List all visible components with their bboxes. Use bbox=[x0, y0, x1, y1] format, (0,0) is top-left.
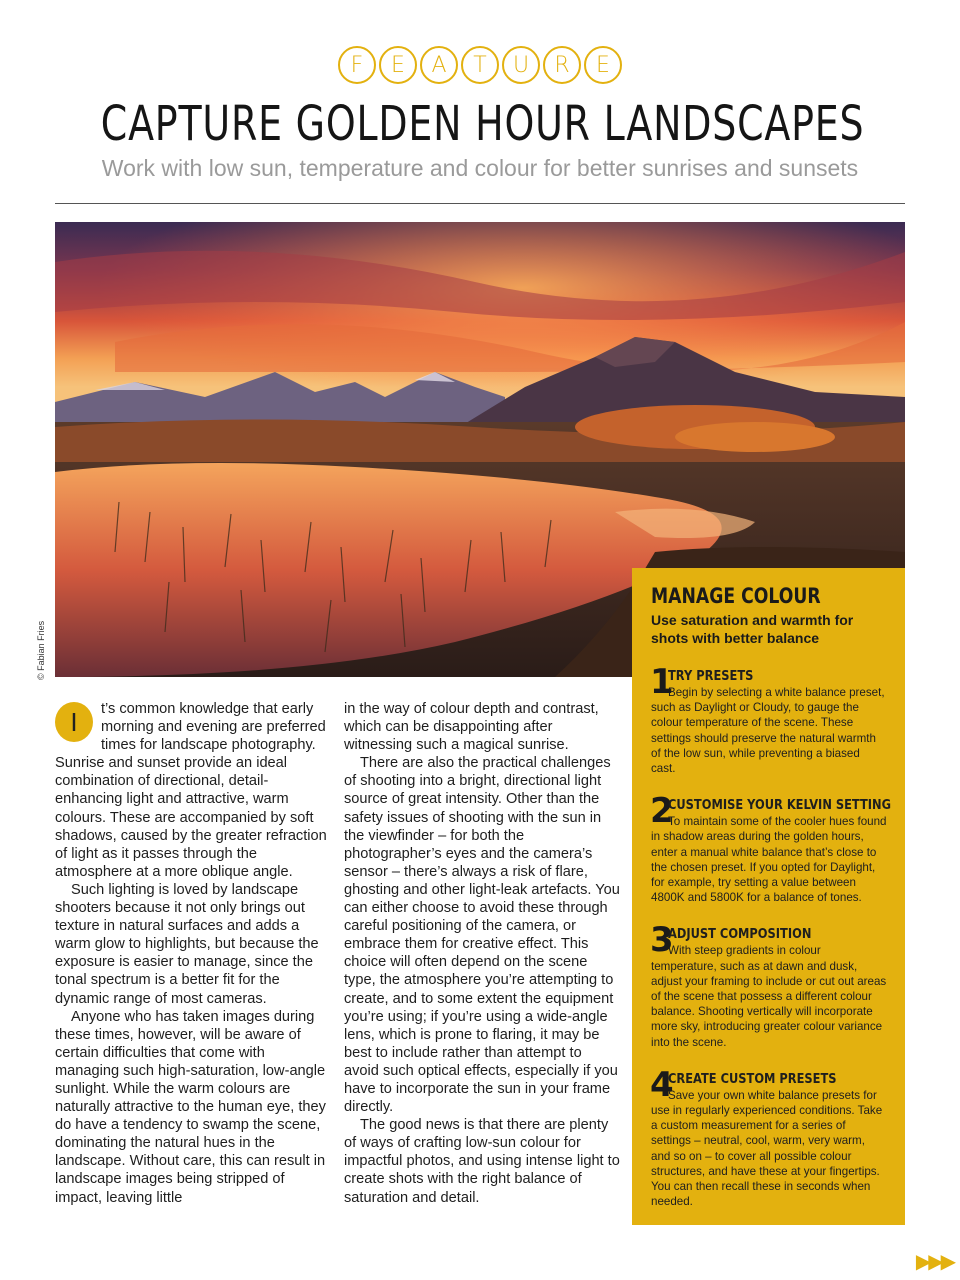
article-paragraph: Anyone who has taken images during these times, however, will be aware of certain difficulties that come with managing such high-saturation, low-angle sunlight. While the warm colours are naturally attractive to the human eye, they do have a tendency to swamp the scene, dominating the natural hues in the landscape. Without care, this can result in landscape images being stripped of impact, leaving little bbox=[55, 1008, 326, 1206]
section-letter: U bbox=[502, 46, 540, 84]
sidebar-title: MANAGE COLOUR bbox=[651, 584, 821, 608]
article-title: CAPTURE GOLDEN HOUR LANDSCAPES bbox=[100, 96, 865, 152]
step-text: Begin by selecting a white balance preset, such as Daylight or Cloudy, to gauge the colour temperature of the scene. These settings should preserve the natural warmth of the low sun, while preventing a biased cast. bbox=[651, 686, 885, 776]
section-letter: E bbox=[584, 46, 622, 84]
step-number: 3 bbox=[650, 920, 674, 961]
tip-step bbox=[650, 791, 892, 905]
article-paragraph: in the way of colour depth and contrast, which can be disappointing after witnessing such a magical sunrise. bbox=[344, 701, 599, 754]
photo-credit: © Fabian Fries bbox=[36, 620, 46, 680]
article-subtitle: Work with low sun, temperature and colour for better sunrises and sunsets bbox=[101, 155, 859, 181]
manage-colour-box bbox=[632, 568, 905, 1225]
article-column-1 bbox=[55, 700, 331, 1207]
step-text: Save your own white balance presets for use in regularly experienced conditions. Take a custom measurement for a series of settings – neutral, cool, warm, very warm, and so on – to cover all possible colour structures, and have these at your fingertips. You can then recall these in seconds when needed. bbox=[651, 1088, 883, 1209]
step-number: 2 bbox=[650, 791, 674, 832]
triple-chevron-right-icon[interactable]: ▶ ▶ ▶ bbox=[915, 1251, 956, 1273]
tip-step bbox=[650, 662, 887, 776]
section-letter: T bbox=[461, 46, 499, 84]
tip-step bbox=[650, 920, 887, 1049]
step-text: To maintain some of the cooler hues found in shadow areas during the golden hours, enter a manual white balance that’s close to the chosen preset. If you opted for Daylight, for example, try setting a value between 4800K and 5800K for a balance of tones. bbox=[651, 815, 887, 905]
header-divider bbox=[55, 203, 905, 204]
section-letter: R bbox=[543, 46, 581, 84]
step-title: ADJUST COMPOSITION bbox=[668, 927, 812, 943]
step-number: 4 bbox=[650, 1064, 674, 1105]
sidebar-subtitle: Use saturation and warmth for shots with better balance bbox=[651, 612, 854, 646]
section-letter: E bbox=[379, 46, 417, 84]
section-letter: F bbox=[338, 46, 376, 84]
step-title: CREATE CUSTOM PRESETS bbox=[668, 1071, 837, 1087]
article-paragraph: The good news is that there are plenty of ways of crafting low-sun colour for impactful photos, and using intense light to create shots with the right balance of saturation and detail. bbox=[344, 1117, 620, 1206]
step-title: CUSTOMISE YOUR KELVIN SETTING bbox=[668, 798, 892, 814]
section-label bbox=[0, 46, 960, 84]
article-paragraph: Such lighting is loved by landscape shooters because it not only brings out texture in natural surfaces and adds a warm glow to highlights, but because the exposure is easier to manage, since the tonal spectrum is a better fit for the dynamic range of most cameras. bbox=[55, 881, 319, 1007]
step-number: 1 bbox=[650, 662, 674, 702]
step-text: With steep gradients in colour temperature, such as at dawn and dusk, adjust your framing to include or cut out areas of the scene that possess a different colour balance. Shooting vertically will incorporate more sky, introducing greater colour variance into the scene. bbox=[651, 944, 887, 1049]
step-title: TRY PRESETS bbox=[668, 669, 754, 684]
section-letter: A bbox=[420, 46, 458, 84]
tip-step bbox=[650, 1064, 887, 1210]
article-paragraph: t’s common knowledge that early morning and evening are preferred times for landscape photography. Sunrise and sunset provide an ideal combination of directional, detail-enhancing light and attractive, warm colours. These are accompanied by soft shadows, caused by the greater refraction of light as it passes through the atmosphere at a more oblique angle. bbox=[55, 701, 327, 880]
article-paragraph: There are also the practical challenges of shooting into a bright, directional light source of great intensity. Other than the safety issues of shooting with the sun in the viewfinder – for both the photographer’s eyes and the camera’s sensor – there’s always a risk of flare, ghosting and other light-leak artefacts. You can either choose to avoid these through careful positioning of the camera, or embrace them for creative effect. This choice will often depend on the scene type, the atmosphere you’re attempting to create, and to some extent the equipment you’re using; if you’re using a wide-angle lens, which is prone to flaring, it may be best to include rather than attempt to avoid such optical effects, especially if you have to incorporate the sun in your frame directly. bbox=[344, 755, 620, 1116]
article-column-2 bbox=[344, 700, 620, 1207]
drop-cap: I bbox=[55, 702, 93, 742]
